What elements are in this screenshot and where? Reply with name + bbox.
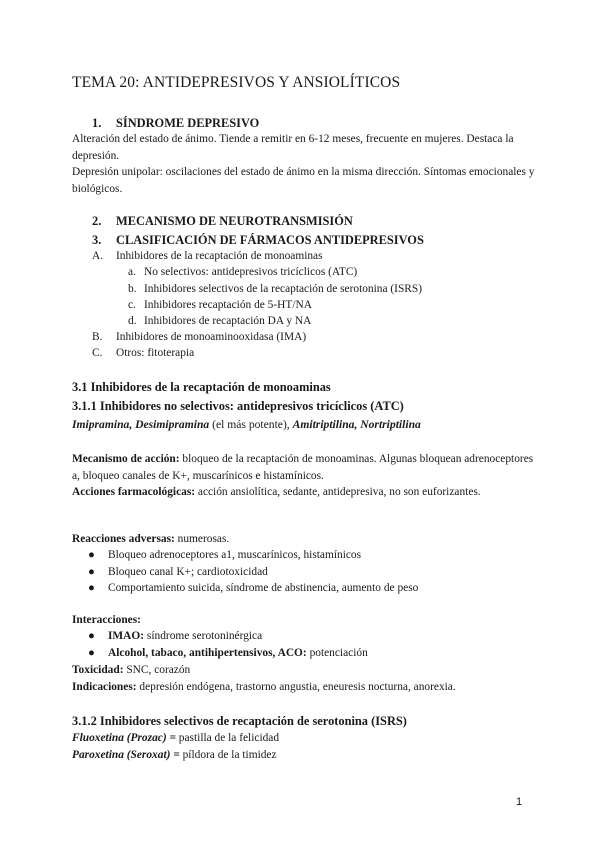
list-item-text: Otros: fitoterapia [116, 347, 195, 359]
mechanism-label: Mecanismo de acción: [72, 453, 180, 465]
list-item-text: Inhibidores de recaptación DA y NA [144, 315, 312, 327]
list-item-text: Inhibidores recaptación de 5-HT/NA [144, 299, 312, 311]
actions-label: Acciones farmacológicas: [72, 486, 196, 498]
list-item-text: Inhibidores selectivos de la recaptación de serotonina (ISRS) [144, 283, 423, 295]
subsection-3-1-2-heading: 3.1.2 Inhibidores selectivos de recaptación de serotonina (ISRS) [72, 714, 407, 728]
page-title: TEMA 20: ANTIDEPRESIVOS Y ANSIOLÍTICOS [72, 74, 401, 91]
section-1-paragraph-1: Alteración del estado de ánimo. Tiende a remitir en 6-12 meses, frecuente en mujeres. Destaca la depresión. [72, 133, 514, 162]
section-1-heading [92, 116, 259, 131]
interactions-heading [72, 614, 141, 626]
list-item [128, 315, 311, 327]
bullet-item [88, 582, 418, 594]
list-item [92, 347, 194, 359]
list-item-text: Inhibidores de la recaptación de monoaminas [116, 250, 323, 262]
drug-line [72, 732, 279, 744]
indications-label: Indicaciones: [72, 681, 137, 693]
adverse-reactions-label: Reacciones adversas: [72, 533, 175, 545]
bullet-item [88, 647, 368, 659]
bullet-item [88, 549, 361, 561]
list-item [128, 283, 422, 295]
mechanism-text: bloqueo de la recaptación de monoaminas. Algunas bloquean adrenoceptores a, bloqueo canales de K+, muscarínicos e histamínicos. [72, 453, 534, 482]
bullet-text: Bloqueo canal K+; cardiotoxicidad [108, 566, 268, 578]
drug-note: píldora de la timidez [179, 749, 277, 761]
section-3-title: CLASIFICACIÓN DE FÁRMACOS ANTIDEPRESIVOS [116, 233, 424, 247]
adverse-reactions-line [72, 533, 229, 545]
bullet-item [88, 566, 268, 578]
section-1-number: 1. [92, 116, 102, 130]
drug-note: pastilla de la felicidad [175, 732, 280, 744]
list-marker: a. [128, 266, 136, 278]
actions-text: acción ansiolítica, sedante, antidepresiva, no son euforizantes. [195, 486, 481, 498]
bullet-label: IMAO: [108, 630, 145, 642]
list-marker: c. [128, 299, 136, 311]
section-2-title: MECANISMO DE NEUROTRANSMISIÓN [116, 214, 353, 228]
bullet-icon: ● [88, 582, 95, 594]
mechanism-paragraph [72, 451, 542, 484]
list-item-text: No selectivos: antidepresivos tricíclicos (ATC) [144, 266, 358, 278]
indications-line [72, 681, 456, 693]
list-item [128, 266, 357, 278]
bullet-text: síndrome serotoninérgica [144, 630, 263, 642]
section-1-title: SÍNDROME DEPRESIVO [116, 116, 260, 130]
bullet-text: Comportamiento suicida, síndrome de abstinencia, aumento de peso [108, 582, 419, 594]
drug-label: Fluoxetina (Prozac) = [72, 732, 176, 744]
subsection-3-1-1-heading: 3.1.1 Inhibidores no selectivos: antidepresivos tricíclicos (ATC) [72, 399, 404, 413]
drug-names-b: Amitriptilina, Nortriptilina [292, 418, 421, 431]
section-3-number: 3. [92, 233, 102, 247]
bullet-item [88, 630, 262, 642]
drug-line [72, 749, 277, 761]
toxicity-line [72, 664, 190, 676]
toxicity-text: SNC, corazón [123, 664, 191, 676]
drug-note: (el más potente), [209, 418, 293, 431]
bullet-icon: ● [88, 647, 95, 659]
bullet-icon: ● [88, 630, 95, 642]
section-2-number: 2. [92, 214, 102, 228]
list-item [92, 331, 306, 343]
list-item [128, 299, 312, 311]
subsection-3-1-heading: 3.1 Inhibidores de la recaptación de monoaminas [72, 380, 331, 394]
toxicity-label: Toxicidad: [72, 664, 124, 676]
bullet-label: Alcohol, tabaco, antihipertensivos, ACO: [108, 647, 307, 659]
drug-names-a: Imipramina, Desimipramina [72, 418, 210, 431]
drug-label: Paroxetina (Seroxat) = [72, 749, 180, 761]
bullet-text: Bloqueo adrenoceptores a1, muscarínicos, histamínicos [108, 549, 362, 561]
section-3-heading [92, 233, 424, 248]
bullet-icon: ● [88, 549, 95, 561]
list-item-text: Inhibidores de monoaminooxidasa (IMA) [116, 331, 307, 343]
adverse-reactions-text: numerosas. [174, 533, 230, 545]
indications-text: depresión endógena, trastorno angustia, eneuresis nocturna, anorexia. [136, 681, 456, 693]
bullet-text: potenciación [306, 647, 368, 659]
section-1-paragraph-2: Depresión unipolar: oscilaciones del estado de ánimo en la misma dirección. Síntomas emocionales y biológicos. [72, 166, 535, 195]
list-marker: A. [92, 250, 104, 262]
list-marker: B. [92, 331, 103, 343]
section-2-heading [92, 214, 353, 229]
bullet-icon: ● [88, 566, 95, 578]
list-marker: d. [128, 315, 137, 327]
drug-list [72, 418, 421, 431]
actions-paragraph [72, 484, 542, 501]
list-marker: b. [128, 283, 137, 295]
list-item [92, 250, 323, 262]
list-marker: C. [92, 347, 103, 359]
interactions-label: Interacciones: [72, 614, 141, 626]
page-number: 1 [516, 796, 523, 808]
